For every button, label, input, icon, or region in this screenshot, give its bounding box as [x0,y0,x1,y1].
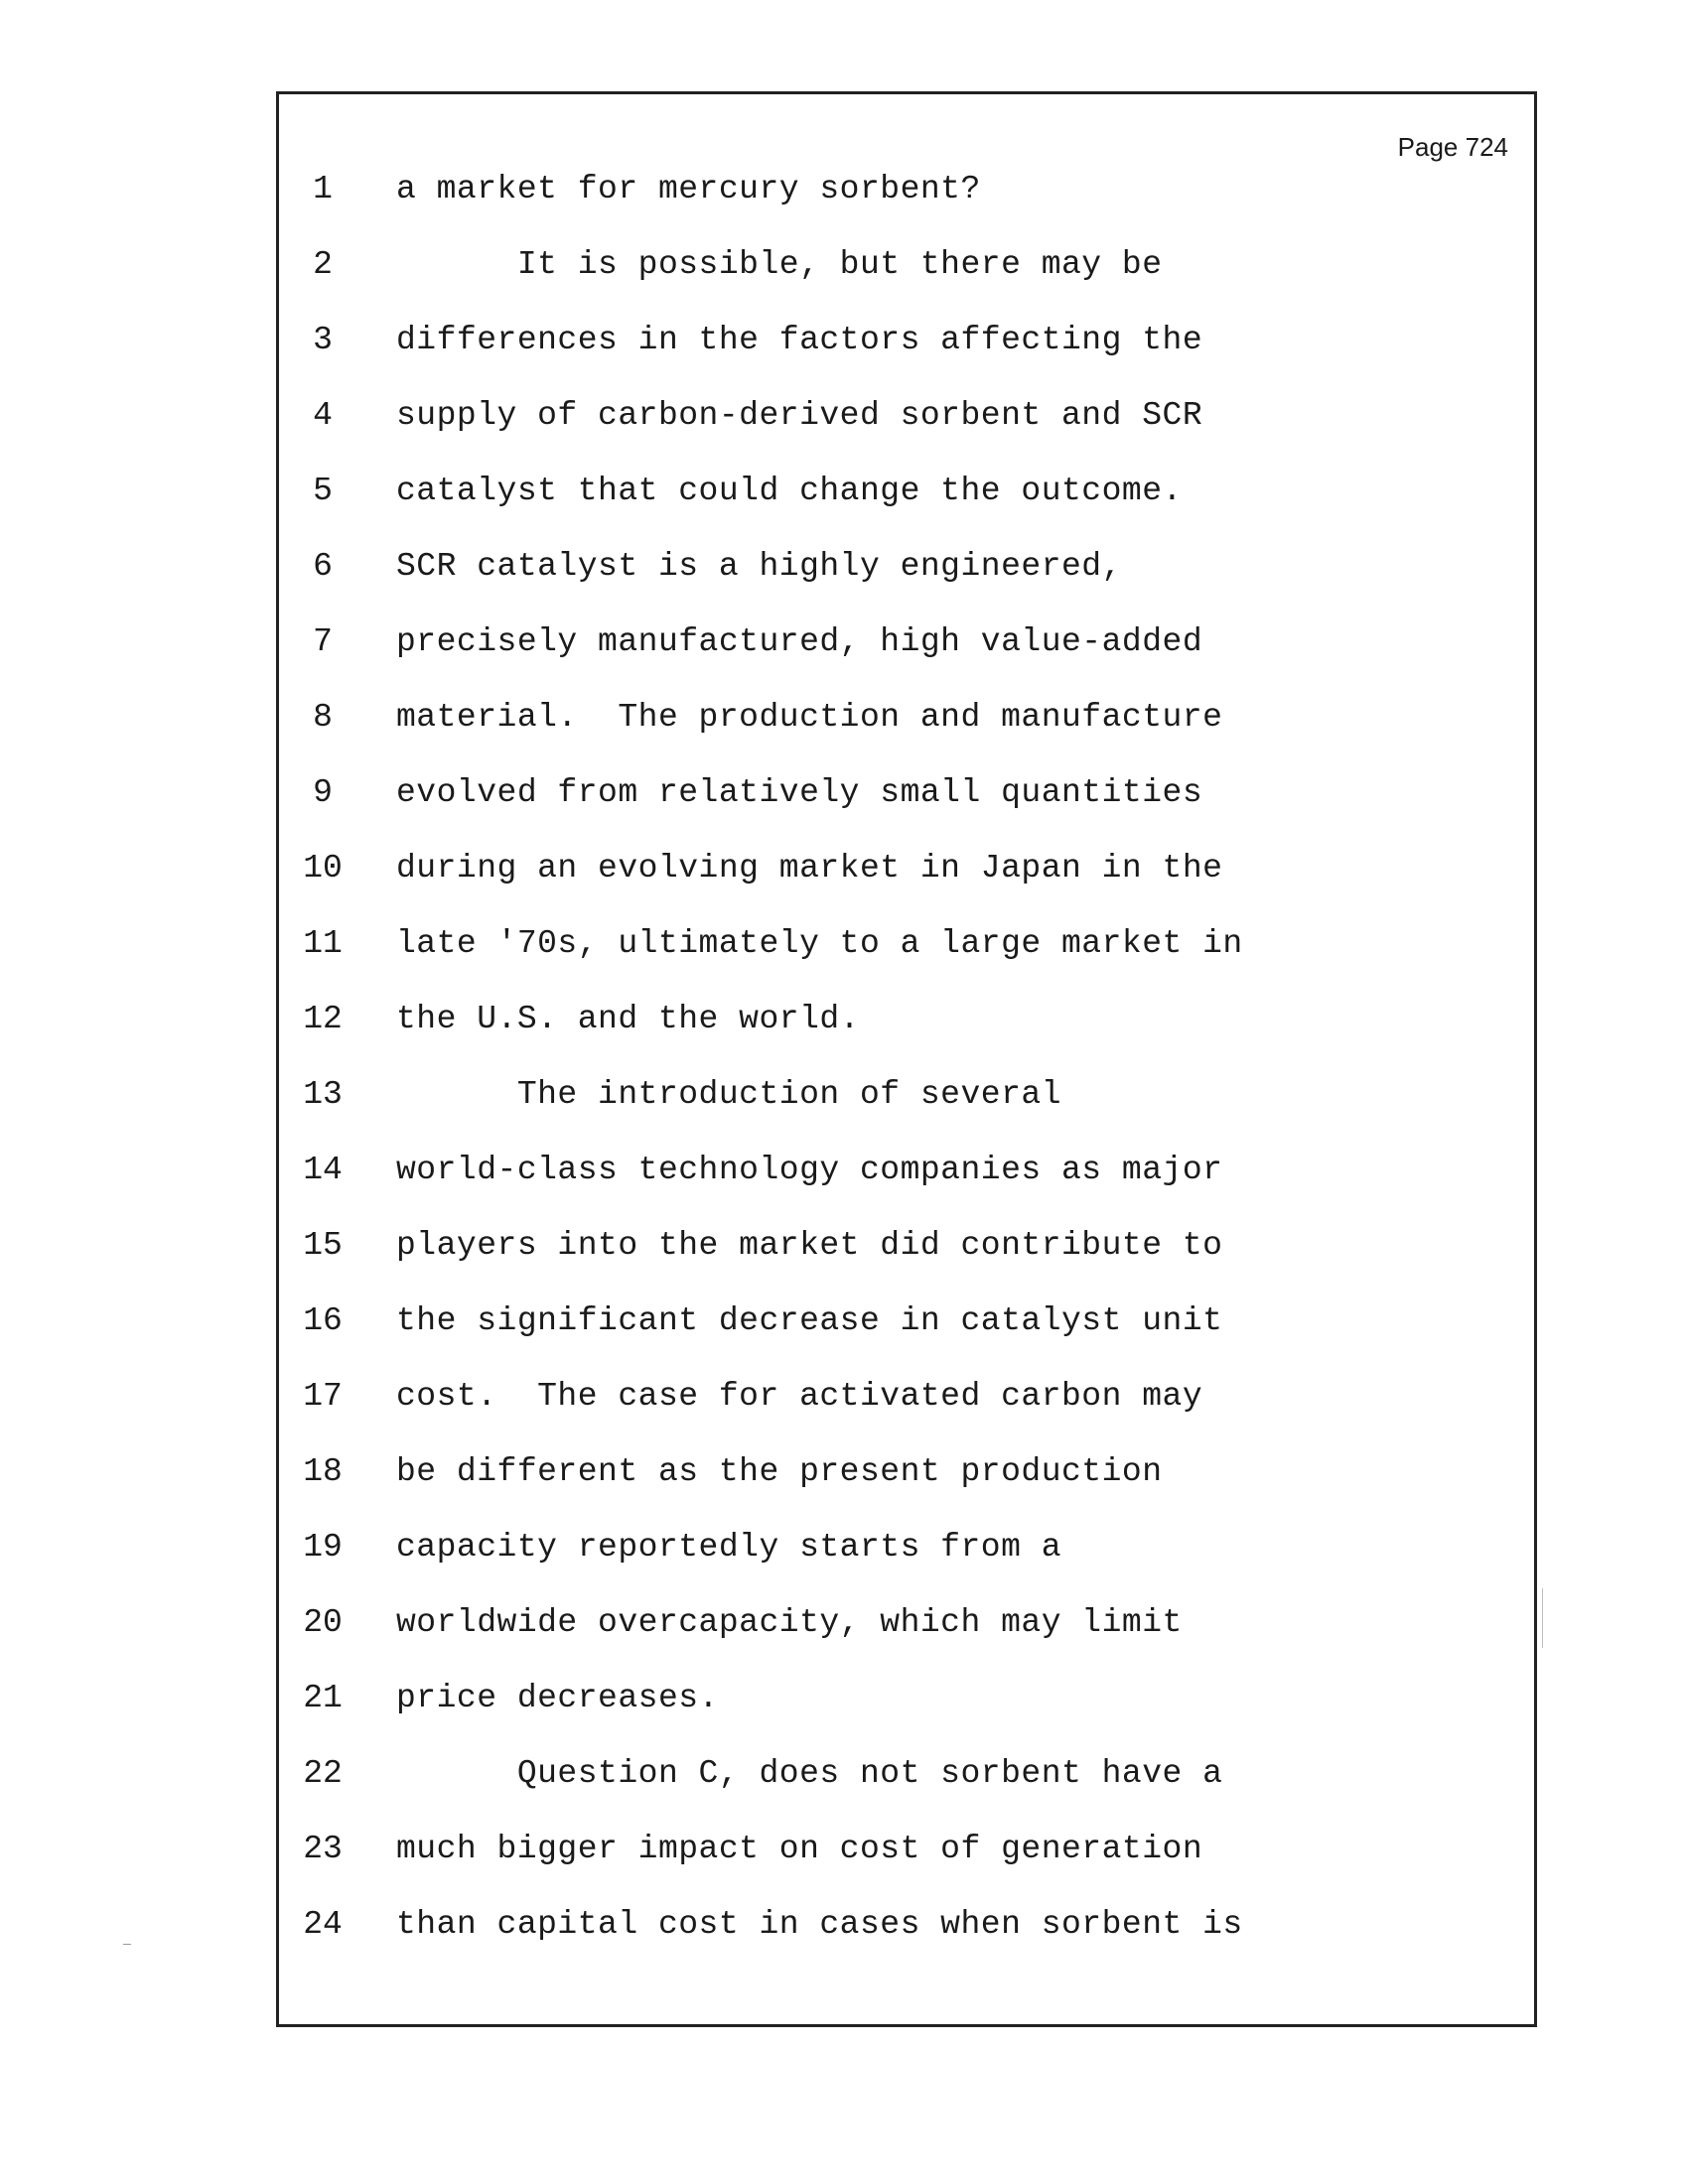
transcript-line [279,1075,1534,1151]
line-text: precisely manufactured, high value-added [396,623,1203,660]
line-number: 16 [303,1302,343,1339]
line-text: world-class technology companies as major [396,1152,1223,1188]
line-text: much bigger impact on cost of generation [396,1831,1203,1867]
transcript-line [279,698,1534,773]
transcript-line [279,1830,1534,1905]
line-number: 7 [313,623,333,660]
line-number: 12 [303,1001,343,1037]
line-text: the significant decrease in catalyst unit [396,1302,1223,1339]
line-text: The introduction of several [396,1076,1062,1113]
transcript-page [276,91,1537,2027]
transcript-line [279,1377,1534,1452]
line-text: players into the market did contribute to [396,1227,1223,1264]
transcript-line [279,1226,1534,1301]
transcript-line [279,170,1534,245]
transcript-line [279,1301,1534,1377]
line-text: catalyst that could change the outcome. [396,473,1183,509]
line-text: evolved from relatively small quantities [396,774,1203,811]
line-number: 23 [303,1831,343,1867]
transcript-line [279,1151,1534,1226]
line-number: 9 [313,774,333,811]
line-number: 22 [303,1755,343,1792]
scan-edge-mark [1542,1588,1543,1648]
transcript-line [279,1452,1534,1528]
line-text: the U.S. and the world. [396,1001,860,1037]
transcript-line [279,396,1534,472]
transcript-line [279,1528,1534,1603]
transcript-line [279,773,1534,849]
line-text: cost. The case for activated carbon may [396,1378,1203,1415]
line-number: 5 [313,473,333,509]
line-number: 20 [303,1604,343,1641]
line-number: 21 [303,1680,343,1716]
page-number: Page 724 [1397,132,1508,162]
line-text: Question C, does not sorbent have a [396,1755,1223,1792]
line-text: worldwide overcapacity, which may limit [396,1604,1183,1641]
line-text: late '70s, ultimately to a large market in [396,925,1243,962]
line-number: 2 [313,246,333,283]
line-number: 11 [303,925,343,962]
transcript-line [279,849,1534,924]
line-text: material. The production and manufacture [396,699,1223,736]
line-text: supply of carbon-derived sorbent and SCR [396,397,1203,434]
transcript-line [279,245,1534,321]
transcript-line [279,321,1534,396]
scan-edge-dot [123,1944,131,1945]
transcript-line [279,622,1534,698]
transcript-line [279,1679,1534,1754]
line-number: 3 [313,322,333,358]
line-text: It is possible, but there may be [396,246,1163,283]
transcript-line [279,1754,1534,1830]
line-text: capacity reportedly starts from a [396,1529,1062,1566]
line-text: during an evolving market in Japan in the [396,850,1223,887]
line-number: 13 [303,1076,343,1113]
transcript-line [279,547,1534,622]
line-text: differences in the factors affecting the [396,322,1203,358]
line-text: than capital cost in cases when sorbent is [396,1906,1243,1943]
transcript-line [279,1905,1534,1980]
transcript-line [279,472,1534,547]
transcript-line [279,1000,1534,1075]
transcript-line [279,924,1534,1000]
line-number: 14 [303,1152,343,1188]
line-number: 18 [303,1453,343,1490]
transcript-line [279,1603,1534,1679]
line-number: 19 [303,1529,343,1566]
line-number: 10 [303,850,343,887]
line-number: 8 [313,699,333,736]
line-text: price decreases. [396,1680,719,1716]
line-text: a market for mercury sorbent? [396,171,981,207]
line-text: SCR catalyst is a highly engineered, [396,548,1122,585]
line-number: 15 [303,1227,343,1264]
line-text: be different as the present production [396,1453,1163,1490]
line-number: 1 [313,171,333,207]
line-number: 17 [303,1378,343,1415]
line-number: 4 [313,397,333,434]
line-number: 24 [303,1906,343,1943]
line-number: 6 [313,548,333,585]
